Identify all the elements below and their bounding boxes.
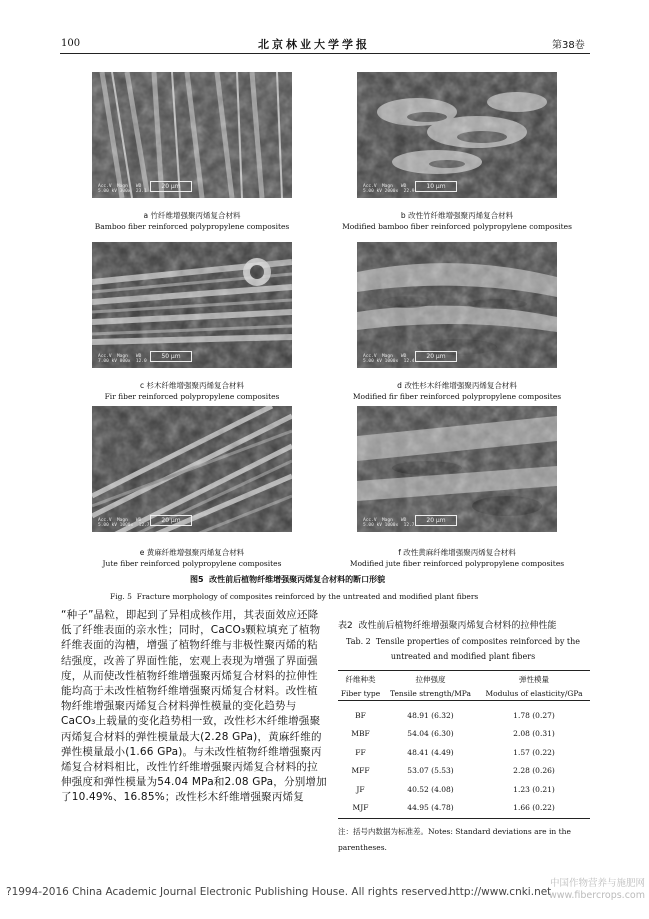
caption-c bbox=[62, 380, 322, 402]
cell-modulus: 2.28 (0.26) bbox=[513, 766, 555, 776]
caption-f bbox=[327, 547, 587, 569]
cell-modulus: 1.57 (0.22) bbox=[513, 747, 555, 757]
caption-a bbox=[62, 210, 322, 232]
cell-modulus: 1.66 (0.22) bbox=[513, 803, 555, 813]
figure-caption-zh bbox=[190, 574, 385, 585]
table-caption-zh bbox=[338, 618, 556, 631]
figure-title-zh: 改性前后植物纤维增强聚丙烯复合材料的断口形貌 bbox=[209, 575, 386, 584]
col-header-strength-en: Tensile strength/MPa bbox=[390, 688, 471, 698]
sem-info-c: Acc.V Magn WD 7.00 kV 800x 12.0 bbox=[98, 354, 147, 364]
table-row bbox=[338, 780, 590, 799]
cell-strength: 54.04 (6.30) bbox=[407, 729, 454, 739]
cell-fiber: BF bbox=[355, 710, 366, 720]
caption-e bbox=[62, 547, 322, 569]
caption-e-en: Jute fiber reinforced polypropylene composites bbox=[102, 559, 282, 568]
cell-strength: 48.41 (4.49) bbox=[407, 747, 454, 757]
cell-strength: 44.95 (4.78) bbox=[407, 803, 454, 813]
sem-info-a: Acc.V Magn WD 5.00 kV 300x 23.1 bbox=[98, 184, 147, 194]
sem-info-b: Acc.V Magn WD 5.00 kV 2000x 22.9 bbox=[363, 184, 415, 194]
figure-caption-en bbox=[110, 592, 478, 601]
cell-modulus: 1.23 (0.21) bbox=[513, 784, 555, 794]
table-row bbox=[338, 762, 590, 781]
figure-title-en: Fracture morphology of composites reinforced by the untreated and modified plant fibers bbox=[136, 592, 479, 601]
caption-f-en: Modified jute fiber reinforced polypropylene composites bbox=[349, 559, 565, 568]
sem-image-f bbox=[357, 406, 557, 532]
scale-bar-e: 20 μm bbox=[150, 515, 192, 526]
table-row bbox=[338, 743, 590, 762]
sem-image-e bbox=[92, 406, 292, 532]
body-paragraph-text: “种子”晶粒，即起到了异相成核作用，其表面效应还降低了纤维表面的亲水性；同时，CaCO₃颗粒填充了植物纤维表面的沟槽，增强了植物纤维与非极性聚丙烯的粘结强度，改善了界面性能，宏观上表现为增强了界面强度，从而使改性植物纤维增强聚丙烯复合材料的拉伸性能均高于未改性植物纤维增强聚丙烯复合材料。改性植物纤维增强聚丙烯复合材料弹性模量的变化趋势与CaCO₃上载量的变化趋势相一致，改性杉木纤维增强聚丙烯复合材料的弹性模量最大(2.28 GPa)，黄麻纤维的弹性模量最小(1.66 GPa)。与未改性植物纤维增强聚丙烯复合材料相比，改性竹纤维增强聚丙烯复合材料的拉伸强度和弹性模量为54.04 MPa和2.08 GPa，分别增加了10.49%、16.85%；改性杉木纤维增强聚丙烯复 bbox=[61, 609, 327, 804]
caption-e-zh: e 黄麻纤维增强聚丙烯复合材料 bbox=[139, 548, 245, 557]
sem-image-d bbox=[357, 242, 557, 368]
sem-info-e: Acc.V Magn WD 5.00 kV 1000x 12.7 bbox=[98, 518, 150, 528]
col-header-modulus-en: Modulus of elasticity/GPa bbox=[485, 688, 583, 698]
sem-image-c bbox=[92, 242, 292, 368]
caption-d bbox=[327, 380, 587, 402]
cell-fiber: MBF bbox=[351, 729, 370, 739]
cell-strength: 53.07 (5.53) bbox=[407, 766, 454, 776]
footer-copyright: ?1994-2016 China Academic Journal Electronic Publishing House. All rights reserved. bbox=[6, 886, 451, 898]
table-note: 注：括号内数据为标准差。Notes: Standard deviations are in the parentheses. bbox=[338, 827, 571, 852]
table-caption-en bbox=[338, 634, 588, 664]
table-label-en: Tab. 2 bbox=[345, 637, 371, 646]
col-header-fiber-zh: 纤维种类 bbox=[345, 674, 376, 684]
figure-label-zh: 图5 bbox=[190, 575, 204, 584]
cell-fiber: JF bbox=[356, 784, 365, 794]
caption-a-en: Bamboo fiber reinforced polypropylene composites bbox=[94, 222, 290, 231]
scale-bar-f: 20 μm bbox=[415, 515, 457, 526]
scale-bar-c: 50 μm bbox=[150, 351, 192, 362]
caption-b-en: Modified bamboo fiber reinforced polypropylene composites bbox=[342, 222, 572, 231]
col-header-fiber-en: Fiber type bbox=[340, 688, 381, 698]
sem-image-b bbox=[357, 72, 557, 198]
scale-bar-d: 20 μm bbox=[415, 351, 457, 362]
cell-fiber: MJF bbox=[352, 803, 369, 813]
caption-c-en: Fir fiber reinforced polypropylene composites bbox=[104, 392, 280, 401]
cell-modulus: 1.78 (0.27) bbox=[513, 710, 555, 720]
footer-url: http://www.cnki.net bbox=[449, 886, 552, 898]
caption-a-zh: a 竹纤维增强聚丙烯复合材料 bbox=[143, 211, 241, 220]
cell-fiber: MFF bbox=[351, 766, 370, 776]
sem-info-f: Acc.V Magn WD 5.00 kV 1000x 12.7 bbox=[363, 518, 415, 528]
col-header-strength-zh: 拉伸强度 bbox=[415, 674, 446, 684]
cell-modulus: 2.08 (0.31) bbox=[513, 729, 555, 739]
scale-bar-a: 20 μm bbox=[150, 181, 192, 192]
caption-b-zh: b 改性竹纤维增强聚丙烯复合材料 bbox=[400, 211, 514, 220]
caption-c-zh: c 杉木纤维增强聚丙烯复合材料 bbox=[139, 381, 244, 390]
table-label-zh: 表2 bbox=[338, 621, 353, 631]
caption-d-en: Modified fir fiber reinforced polypropylene composites bbox=[352, 392, 562, 401]
sem-image-a bbox=[92, 72, 292, 198]
table-bottom-rule bbox=[338, 818, 590, 819]
table-top-rule bbox=[338, 670, 590, 671]
volume-label: 第38卷 bbox=[552, 40, 585, 51]
cell-strength: 40.52 (4.08) bbox=[407, 784, 454, 794]
table-title-en: Tensile properties of composites reinforced by the untreated and modified plant fibers bbox=[375, 637, 580, 661]
caption-f-zh: f 改性黄麻纤维增强聚丙烯复合材料 bbox=[398, 548, 516, 557]
cell-strength: 48.91 (6.32) bbox=[407, 710, 454, 720]
scale-bar-b: 10 μm bbox=[415, 181, 457, 192]
table-row bbox=[338, 799, 590, 818]
journal-title: 北京林业大学学报 bbox=[258, 38, 370, 51]
body-paragraph bbox=[61, 608, 327, 806]
header-rule bbox=[60, 53, 590, 54]
page-number: 100 bbox=[61, 38, 81, 49]
cell-fiber: FF bbox=[355, 747, 366, 757]
sem-info-d: Acc.V Magn WD 5.00 kV 1000x 12.4 bbox=[363, 354, 415, 364]
watermark: 中国作物营养与施肥网 www.fibercrops.com bbox=[548, 878, 645, 901]
col-header-modulus-zh: 弹性模量 bbox=[519, 674, 549, 684]
table-row bbox=[338, 706, 590, 725]
tensile-table bbox=[338, 672, 590, 817]
table-title-zh: 改性前后植物纤维增强聚丙烯复合材料的拉伸性能 bbox=[358, 621, 557, 631]
figure-label-en: Fig. 5 bbox=[110, 592, 132, 601]
caption-d-zh: d 改性杉木纤维增强聚丙烯复合材料 bbox=[397, 381, 517, 390]
caption-b bbox=[327, 210, 587, 232]
table-row bbox=[338, 725, 590, 744]
